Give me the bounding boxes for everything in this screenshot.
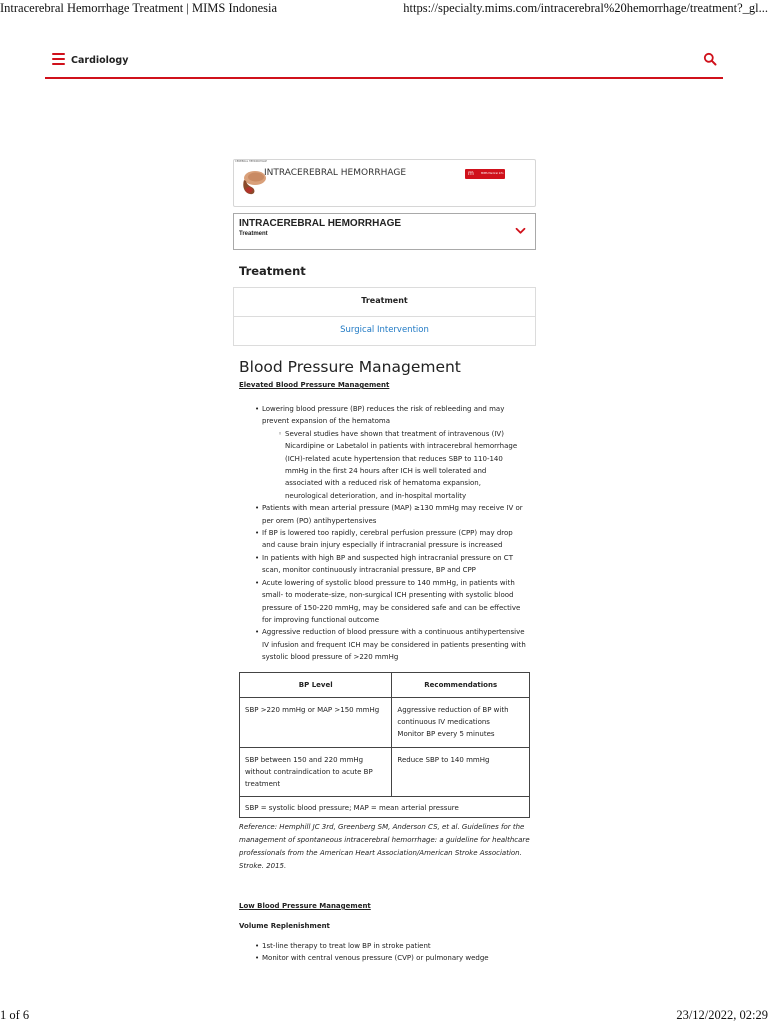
low-bp-list (255, 940, 526, 965)
mims-badge-text: MIMS Medical Info (481, 172, 504, 175)
table-row (240, 697, 530, 747)
volume-replenishment-heading: Volume Replenishment (239, 921, 330, 930)
list-item: • Monitor with central venous pressure (CVP) or pulmonary wedge (255, 952, 526, 964)
bp-recommendation-table (239, 672, 530, 818)
treatment-tabs (233, 287, 536, 346)
table-cell-line: Aggressive reduction of BP with continuous IV medications (397, 705, 509, 726)
page-counter: 1 of 6 (0, 1008, 30, 1022)
table-footnote-row (240, 796, 530, 817)
bp-management-heading: Blood Pressure Management (239, 358, 461, 376)
elevated-bp-list (255, 403, 526, 664)
table-header-cell: BP Level (240, 672, 392, 697)
table-footnote: SBP = systolic blood pressure; MAP = mean arterial pressure (240, 796, 530, 817)
banner-title: INTRACEREBRAL HEMORRHAGE (264, 168, 407, 178)
chevron-down-icon[interactable] (515, 227, 526, 235)
table-header-row (240, 672, 530, 697)
list-item (255, 403, 526, 502)
section-name[interactable]: Cardiology (71, 55, 129, 66)
hamburger-icon[interactable] (52, 53, 65, 65)
topic-banner[interactable] (233, 159, 536, 207)
tab-surgical-intervention[interactable]: Surgical Intervention (340, 325, 429, 335)
banner-art-label: CEREBRAL HEMORRHAGE (235, 160, 268, 163)
list-item-text: Lowering blood pressure (BP) reduces the risk of rebleeding and may prevent expansion of the hematoma (262, 405, 505, 426)
print-footer (0, 1008, 768, 1024)
table-row (240, 747, 530, 796)
topic-title: INTRACEREBRAL HEMORRHAGE (239, 218, 402, 229)
sub-list (278, 428, 526, 502)
tab-treatment[interactable]: Treatment (234, 288, 535, 317)
main-content (233, 159, 536, 965)
table-cell: SBP >220 mmHg or MAP >150 mmHg (240, 697, 392, 747)
section-heading: Treatment (239, 264, 306, 278)
print-datetime: 23/12/2022, 02:29 (676, 1008, 768, 1022)
list-item: • 1st-line therapy to treat low BP in stroke patient (255, 940, 526, 952)
list-item: • In patients with high BP and suspected high intracranial pressure on CT scan, monitor continuously intracranial pressure, BP and CPP (255, 552, 526, 577)
print-header (0, 0, 768, 20)
list-item: • Aggressive reduction of blood pressure with a continuous antihypertensive IV infusion and frequent ICH may be considered in patients presenting with systolic blood pressure of >220 mmHg (255, 626, 526, 663)
list-item: • Patients with mean arterial pressure (MAP) ≥130 mmHg may receive IV or per orem (PO) antihypertensives (255, 502, 526, 527)
topic-selector[interactable] (233, 213, 536, 250)
table-cell (392, 697, 530, 747)
table-cell-line: Monitor BP every 5 minutes (397, 730, 495, 739)
search-icon[interactable] (703, 52, 717, 66)
print-page-title: Intracerebral Hemorrhage Treatment | MIMS Indonesia (0, 1, 278, 15)
table-cell: SBP between 150 and 220 mmHg without contraindication to acute BP treatment (240, 747, 392, 796)
table-cell: Reduce SBP to 140 mmHg (392, 747, 530, 796)
topic-subtitle: Treatment (239, 231, 268, 237)
table-header-cell: Recommendations (392, 672, 530, 697)
mims-logo-icon: m (468, 170, 474, 177)
print-page-url: https://specialty.mims.com/intracerebral%20hemorrhage/treatment?_gl... (403, 1, 768, 15)
reference-text: Reference: Hemphill JC 3rd, Greenberg SM, Anderson CS, et al. Guidelines for the management of spontaneous intracerebral hemorrhage: a guideline for healthcare professionals from the American Heart Association/American Stroke Association. Stroke. 2015. (239, 822, 530, 870)
mims-badge (465, 169, 505, 179)
list-item: • Acute lowering of systolic blood pressure to 140 mmHg, in patients with small- to moderate-size, non-surgical ICH presenting with systolic blood pressure of 150-220 mmHg, may be considered safe and can be effective for improving functional outcome (255, 577, 526, 627)
top-navigation-bar (45, 50, 723, 79)
low-bp-subheading: Low Blood Pressure Management (239, 901, 371, 910)
sub-list-item: ◦ Several studies have shown that treatment of intravenous (IV) Nicardipine or Labetalol in patients with intracerebral hemorrhage (ICH)-related acute hypertension that reduces SBP to 110-140 mmHg in the first 24 hours after ICH is well tolerated and associated with a reduced risk of hematoma expansion, neurological deterioration, and in-hospital mortality (278, 428, 526, 502)
elevated-bp-subheading: Elevated Blood Pressure Management (239, 381, 390, 389)
list-item: • If BP is lowered too rapidly, cerebral perfusion pressure (CPP) may drop and cause brain injury especially if intracranial pressure is increased (255, 527, 526, 552)
